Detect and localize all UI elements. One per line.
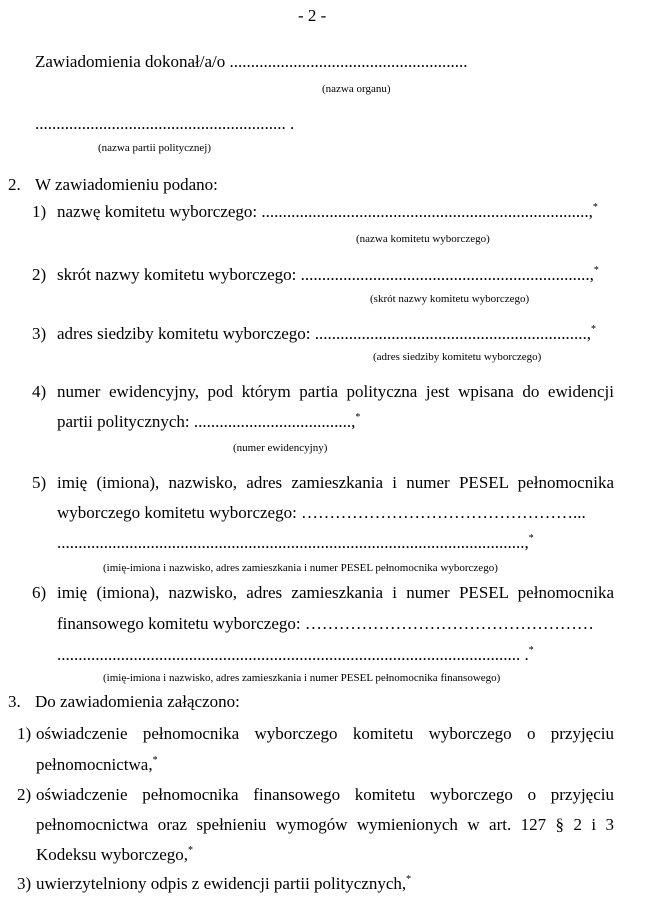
s2-item4-line2: partii politycznych: .....................................,* xyxy=(57,412,361,431)
s2-item5-line3: ..............................................................................................................,* xyxy=(57,533,534,552)
s3-item2-line2: pełnomocnictwa oraz spełnieniu wymogów wymienionych w art. 127 § 2 i 3 xyxy=(36,815,614,834)
s2-item1-text: nazwę komitetu wyborczego: .............................................................................,* xyxy=(57,202,598,221)
s3-item1-line1: oświadczenie pełnomocnika wyborczego komitetu wyborczego o przyjęciu xyxy=(36,724,614,743)
party-line: ........................................................... . xyxy=(35,114,295,133)
s2-item2-number: 2) xyxy=(32,265,47,284)
s2-item1-number: 1) xyxy=(32,202,47,221)
s2-item1-hint: (nazwa komitetu wyborczego) xyxy=(356,233,490,245)
s3-item3-number: 3) xyxy=(17,874,32,893)
section3-number: 3. xyxy=(8,692,21,711)
s2-item5-line1: imię (imiona), nazwisko, adres zamieszkania i numer PESEL pełnomocnika xyxy=(57,473,614,492)
s2-item3-hint: (adres siedziby komitetu wyborczego) xyxy=(373,351,542,363)
party-hint: (nazwa partii politycznej) xyxy=(98,142,212,154)
s2-item2-hint: (skrót nazwy komitetu wyborczego) xyxy=(370,293,530,305)
s2-item6-line3: ............................................................................................................. .* xyxy=(57,645,534,664)
s2-item6-line1: imię (imiona), nazwisko, adres zamieszkania i numer PESEL pełnomocnika xyxy=(57,583,614,602)
s2-item4-hint: (numer ewidencyjny) xyxy=(233,442,328,454)
s2-item6-hint: (imię-imiona i nazwisko, adres zamieszkania i numer PESEL pełnomocnika finansowego) xyxy=(103,672,501,684)
s3-item2-line1: oświadczenie pełnomocnika finansowego komitetu wyborczego o przyjęciu xyxy=(36,785,614,804)
s3-item1-number: 1) xyxy=(17,724,32,743)
s3-item1-line2: pełnomocnictwa,* xyxy=(36,755,158,774)
s2-item3-text: adres siedziby komitetu wyborczego: ................................................................,* xyxy=(57,324,597,343)
s2-item5-line2: wyborczego komitetu wyborczego: …………………………………………... xyxy=(57,503,586,522)
s2-item5-number: 5) xyxy=(32,473,47,492)
s2-item3-number: 3) xyxy=(32,324,47,343)
s2-item5-hint: (imię-imiona i nazwisko, adres zamieszkania i numer PESEL pełnomocnika wyborczego) xyxy=(103,562,498,574)
s2-item6-line2: finansowego komitetu wyborczego: …………………………………………… xyxy=(57,614,594,633)
s3-item2-number: 2) xyxy=(17,785,32,804)
section2-number: 2. xyxy=(8,175,21,194)
s2-item4-line1: numer ewidencyjny, pod którym partia polityczna jest wpisana do ewidencji xyxy=(57,382,614,401)
page-number: - 2 - xyxy=(298,6,327,25)
section3-title: Do zawiadomienia załączono: xyxy=(35,692,240,711)
s3-item2-line3: Kodeksu wyborczego,* xyxy=(36,845,194,864)
s2-item6-number: 6) xyxy=(32,583,47,602)
s2-item2-text: skrót nazwy komitetu wyborczego: ....................................................................,* xyxy=(57,265,599,284)
organ-hint: (nazwa organu) xyxy=(322,83,391,95)
s3-item3-line1: uwierzytelniony odpis z ewidencji partii politycznych,* xyxy=(36,874,412,893)
s2-item4-number: 4) xyxy=(32,382,47,401)
section2-title: W zawiadomieniu podano: xyxy=(35,175,218,194)
notified-by-line: Zawiadomienia dokonał/a/o ........................................................ xyxy=(35,52,468,71)
